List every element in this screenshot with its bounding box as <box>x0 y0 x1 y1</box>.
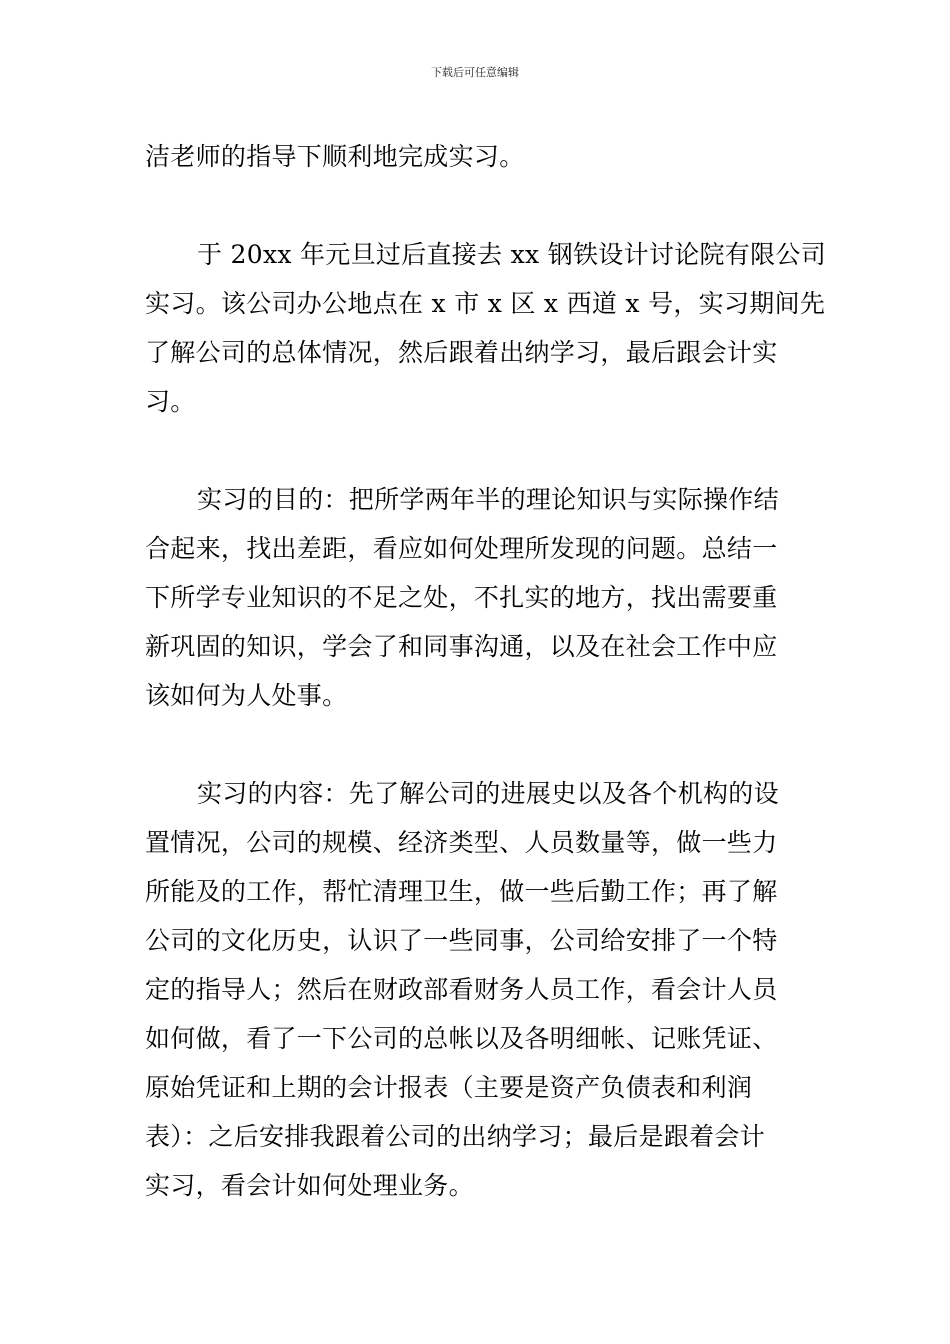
text-line: 合起来，找出差距，看应如何处理所发现的问题。总结一 <box>145 534 778 563</box>
text-line: 新巩固的知识，学会了和同事沟通，以及在社会工作中应 <box>145 632 778 661</box>
paragraph-gap <box>145 426 810 475</box>
paragraph-gap <box>145 181 810 230</box>
text-line: 该如何为人处事。 <box>145 681 348 710</box>
text-line: 于 20xx 年元旦过后直接去 xx 钢铁设计讨论院有限公司 <box>197 240 826 269</box>
text-line: 表）：之后安排我跟着公司的出纳学习；最后是跟着会计 <box>145 1122 766 1151</box>
paragraph-internship-purpose <box>145 475 810 720</box>
text-line: 原始凭证和上期的会计报表（主要是资产负债表和利润 <box>145 1073 753 1102</box>
paragraph-internship-location <box>145 230 826 426</box>
paragraph-internship-content <box>145 769 810 1210</box>
paragraph-continuation <box>145 132 810 181</box>
text-line: 公司的文化历史，认识了一些同事，公司给安排了一个特 <box>145 926 778 955</box>
text-line: 定的指导人；然后在财政部看财务人员工作，看会计人员 <box>145 975 778 1004</box>
text-line: 了解公司的总体情况，然后跟着出纳学习，最后跟会计实 <box>145 338 778 367</box>
text-line: 习。 <box>145 387 196 416</box>
text-line: 实习的内容：先了解公司的进展史以及各个机构的设 <box>197 779 779 808</box>
text-line: 实习的目的：把所学两年半的理论知识与实际操作结 <box>197 485 779 514</box>
text-line: 洁老师的指导下顺利地完成实习。 <box>145 142 525 171</box>
text-line: 实习，看会计如何处理业务。 <box>145 1171 474 1200</box>
text-line: 所能及的工作，帮忙清理卫生，做一些后勤工作；再了解 <box>145 877 778 906</box>
paragraph-gap <box>145 720 810 769</box>
page-header: 下载后可任意编辑 <box>431 66 519 79</box>
text-line: 置情况，公司的规模、经济类型、人员数量等，做一些力 <box>145 828 778 857</box>
text-line: 如何做，看了一下公司的总帐以及各明细帐、记账凭证、 <box>145 1024 778 1053</box>
document-body <box>145 132 826 1210</box>
text-line: 下所学专业知识的不足之处，不扎实的地方，找出需要重 <box>145 583 778 612</box>
text-line: 实习。该公司办公地点在 x 市 x 区 x 西道 x 号，实习期间先 <box>145 289 826 318</box>
